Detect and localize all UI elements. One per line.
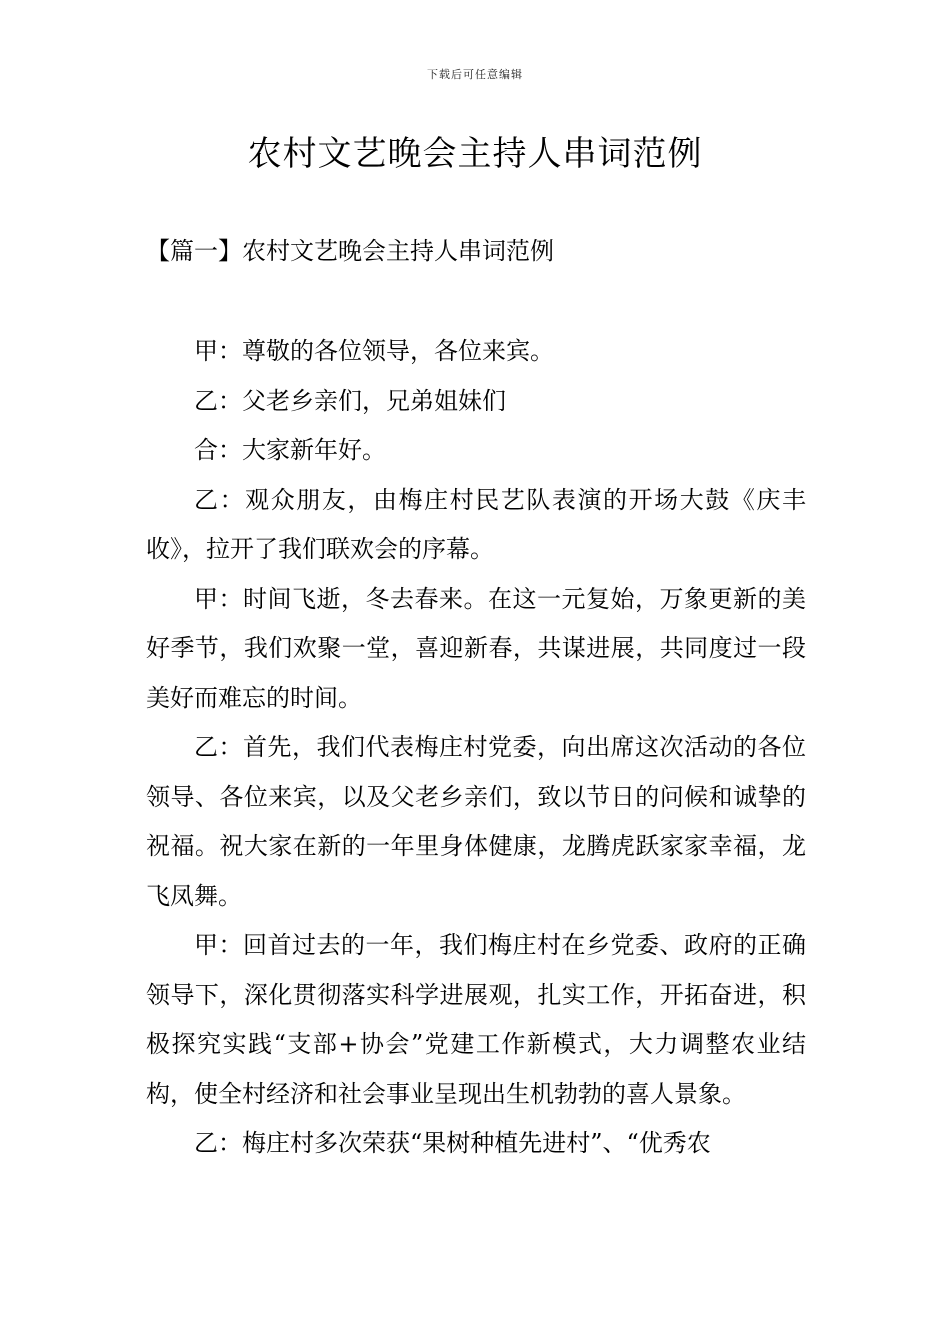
document-title: 农村文艺晚会主持人串词范例 (247, 134, 703, 174)
paragraph-5: 甲：时间飞逝，冬去春来。在这一元复始，万象更新的美好季节，我们欢聚一堂，喜迎新春，共谋进展，共同度过一段美好而难忘的时间。 (146, 584, 806, 712)
document-body (146, 327, 806, 1169)
paragraph-1: 甲：尊敬的各位领导，各位来宾。 (194, 337, 554, 365)
paragraph-8: 乙：梅庄村多次荣获“果树种植先进村”、“优秀农 (194, 1129, 711, 1157)
section-heading: 【篇一】农村文艺晚会主持人串词范例 (146, 237, 554, 265)
paragraph-2: 乙：父老乡亲们，兄弟姐妹们 (194, 386, 506, 415)
paragraph-7: 甲：回首过去的一年，我们梅庄村在乡党委、政府的正确领导下，深化贯彻落实科学进展观，扎实工作，开拓奋进，积极探究实践“支部+协会”党建工作新模式，大力调整农业结构，使全村经济和社会事业呈现出生机勃勃的喜人景象。 (146, 931, 806, 1108)
paragraph-4: 乙：观众朋友，由梅庄村民艺队表演的开场大鼓《庆丰收》，拉开了我们联欢会的序幕。 (146, 485, 806, 563)
paragraph-3: 合：大家新年好。 (194, 436, 386, 464)
header-note: 下载后可任意编辑 (427, 68, 523, 81)
paragraph-6: 乙：首先，我们代表梅庄村党委，向出席这次活动的各位领导、各位来宾，以及父老乡亲们，致以节日的问候和诚挚的祝福。祝大家在新的一年里身体健康，龙腾虎跃家家幸福，龙飞凤舞。 (146, 733, 806, 910)
